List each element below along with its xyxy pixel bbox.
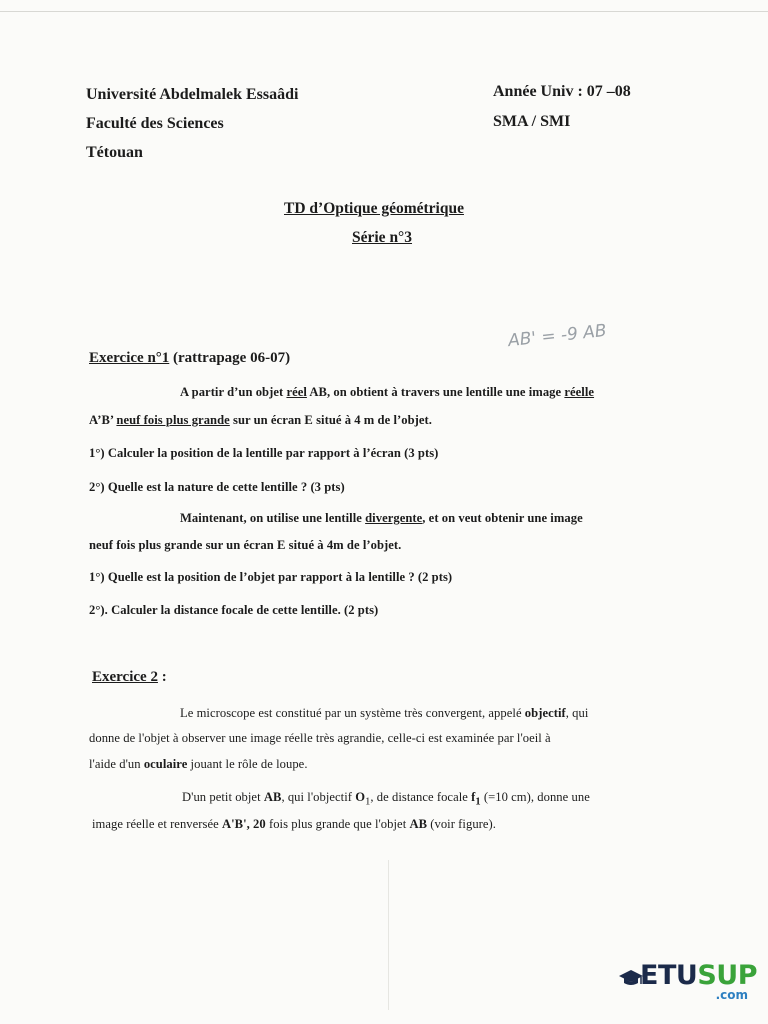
logo-domain: .com — [715, 988, 748, 1002]
text-run: , qui — [565, 706, 589, 720]
text-run: , qui l'objectif — [281, 790, 356, 804]
bold-object-ab: AB — [263, 790, 282, 804]
ex1-paragraph2-line1 — [180, 511, 583, 526]
etusup-logo[interactable] — [618, 960, 758, 1006]
exercise1-heading-label: Exercice n°1 — [89, 350, 170, 366]
subscript-1: 1 — [475, 796, 481, 808]
text-run: jouant le rôle de loupe. — [187, 757, 308, 771]
bold-image-ab: A'B', 20 — [221, 817, 266, 831]
ex2-paragraph1-line1 — [180, 706, 588, 721]
academic-year: Année Univ : 07 –08 — [493, 83, 631, 100]
ex1-question1: 1°) Calculer la position de la lentille par rapport à l’écran (3 pts) — [89, 446, 439, 460]
exercise1-heading — [89, 350, 290, 367]
text-run: , et on veut obtenir une image — [422, 511, 583, 525]
faculty-name: Faculté des Sciences — [86, 115, 224, 132]
logo-wordmark — [640, 960, 757, 991]
text-run: l'aide d'un — [89, 757, 144, 771]
university-name: Université Abdelmalek Essaâdi — [86, 86, 299, 103]
exercise2-heading-colon: : — [157, 669, 167, 685]
exercise1-heading-note: (rattrapage 06-07) — [169, 350, 291, 366]
city-name: Tétouan — [86, 144, 143, 161]
underlined-phrase-neuf: neuf fois plus grande — [116, 413, 230, 427]
text-run: Le microscope est constitué par un système très convergent, appelé — [180, 706, 525, 720]
text-run: fois plus grande que l'objet — [265, 817, 410, 831]
ex2-paragraph2-line2 — [92, 817, 496, 832]
scan-fold-line — [388, 860, 389, 1010]
logo-text-u: U — [675, 960, 698, 991]
text-run: D'un petit objet — [182, 790, 264, 804]
underlined-word-reelle: réelle — [564, 385, 595, 399]
ex1-paragraph2-line2: neuf fois plus grande sur un écran E situé à 4m de l’objet. — [89, 538, 402, 552]
logo-text-up: UP — [716, 960, 757, 991]
text-run: Maintenant, on utilise une lentille — [180, 511, 366, 525]
ex1-question2: 2°) Quelle est la nature de cette lentille ? (3 pts) — [89, 480, 345, 494]
ex2-paragraph2-line1 — [182, 790, 590, 808]
text-run: sur un écran E situé à 4 m de l’objet. — [229, 413, 432, 427]
ex1-question4: 2°). Calculer la distance focale de cette lentille. (2 pts) — [89, 603, 379, 617]
ex2-paragraph1-line3 — [89, 757, 308, 772]
text-run: AB, on obtient à travers une lentille une image — [306, 385, 565, 399]
ex2-paragraph1-line2: donne de l'objet à observer une image réelle très agrandie, celle-ci est examinée par l'oeil à — [89, 731, 551, 745]
bold-focal-f: f — [471, 790, 476, 804]
exercise2-heading — [92, 669, 167, 686]
text-run: , de distance focale — [370, 790, 472, 804]
logo-text-et: ET — [640, 960, 676, 991]
series-title: Série n°3 — [352, 229, 413, 246]
underlined-word-reel: réel — [286, 385, 307, 399]
bold-word-objectif: objectif — [524, 706, 566, 720]
pencil-annotation: AB' = -9 AB — [507, 320, 608, 352]
exercise2-heading-label: Exercice 2 — [92, 669, 158, 685]
text-run: (voir figure). — [427, 817, 496, 831]
bold-lens-o: O — [355, 790, 366, 804]
page-title: TD d’Optique géométrique — [284, 200, 464, 217]
text-run: image réelle et renversée — [92, 817, 222, 831]
subscript-1: 1 — [365, 796, 371, 808]
underlined-word-divergente: divergente — [365, 511, 423, 525]
logo-text-s: S — [697, 960, 717, 991]
ex1-paragraph1-line1 — [180, 385, 594, 400]
bold-word-oculaire: oculaire — [143, 757, 188, 771]
section-label: SMA / SMI — [493, 113, 571, 130]
ex1-question3: 1°) Quelle est la position de l’objet par rapport à la lentille ? (2 pts) — [89, 570, 453, 584]
bold-object-ab: AB — [409, 817, 428, 831]
text-run: A’B’ — [89, 413, 117, 427]
scan-edge-line — [0, 11, 768, 12]
text-run: (=10 cm), donne une — [480, 790, 590, 804]
text-run: A partir d’un objet — [180, 385, 287, 399]
ex1-paragraph1-line2 — [89, 413, 432, 428]
